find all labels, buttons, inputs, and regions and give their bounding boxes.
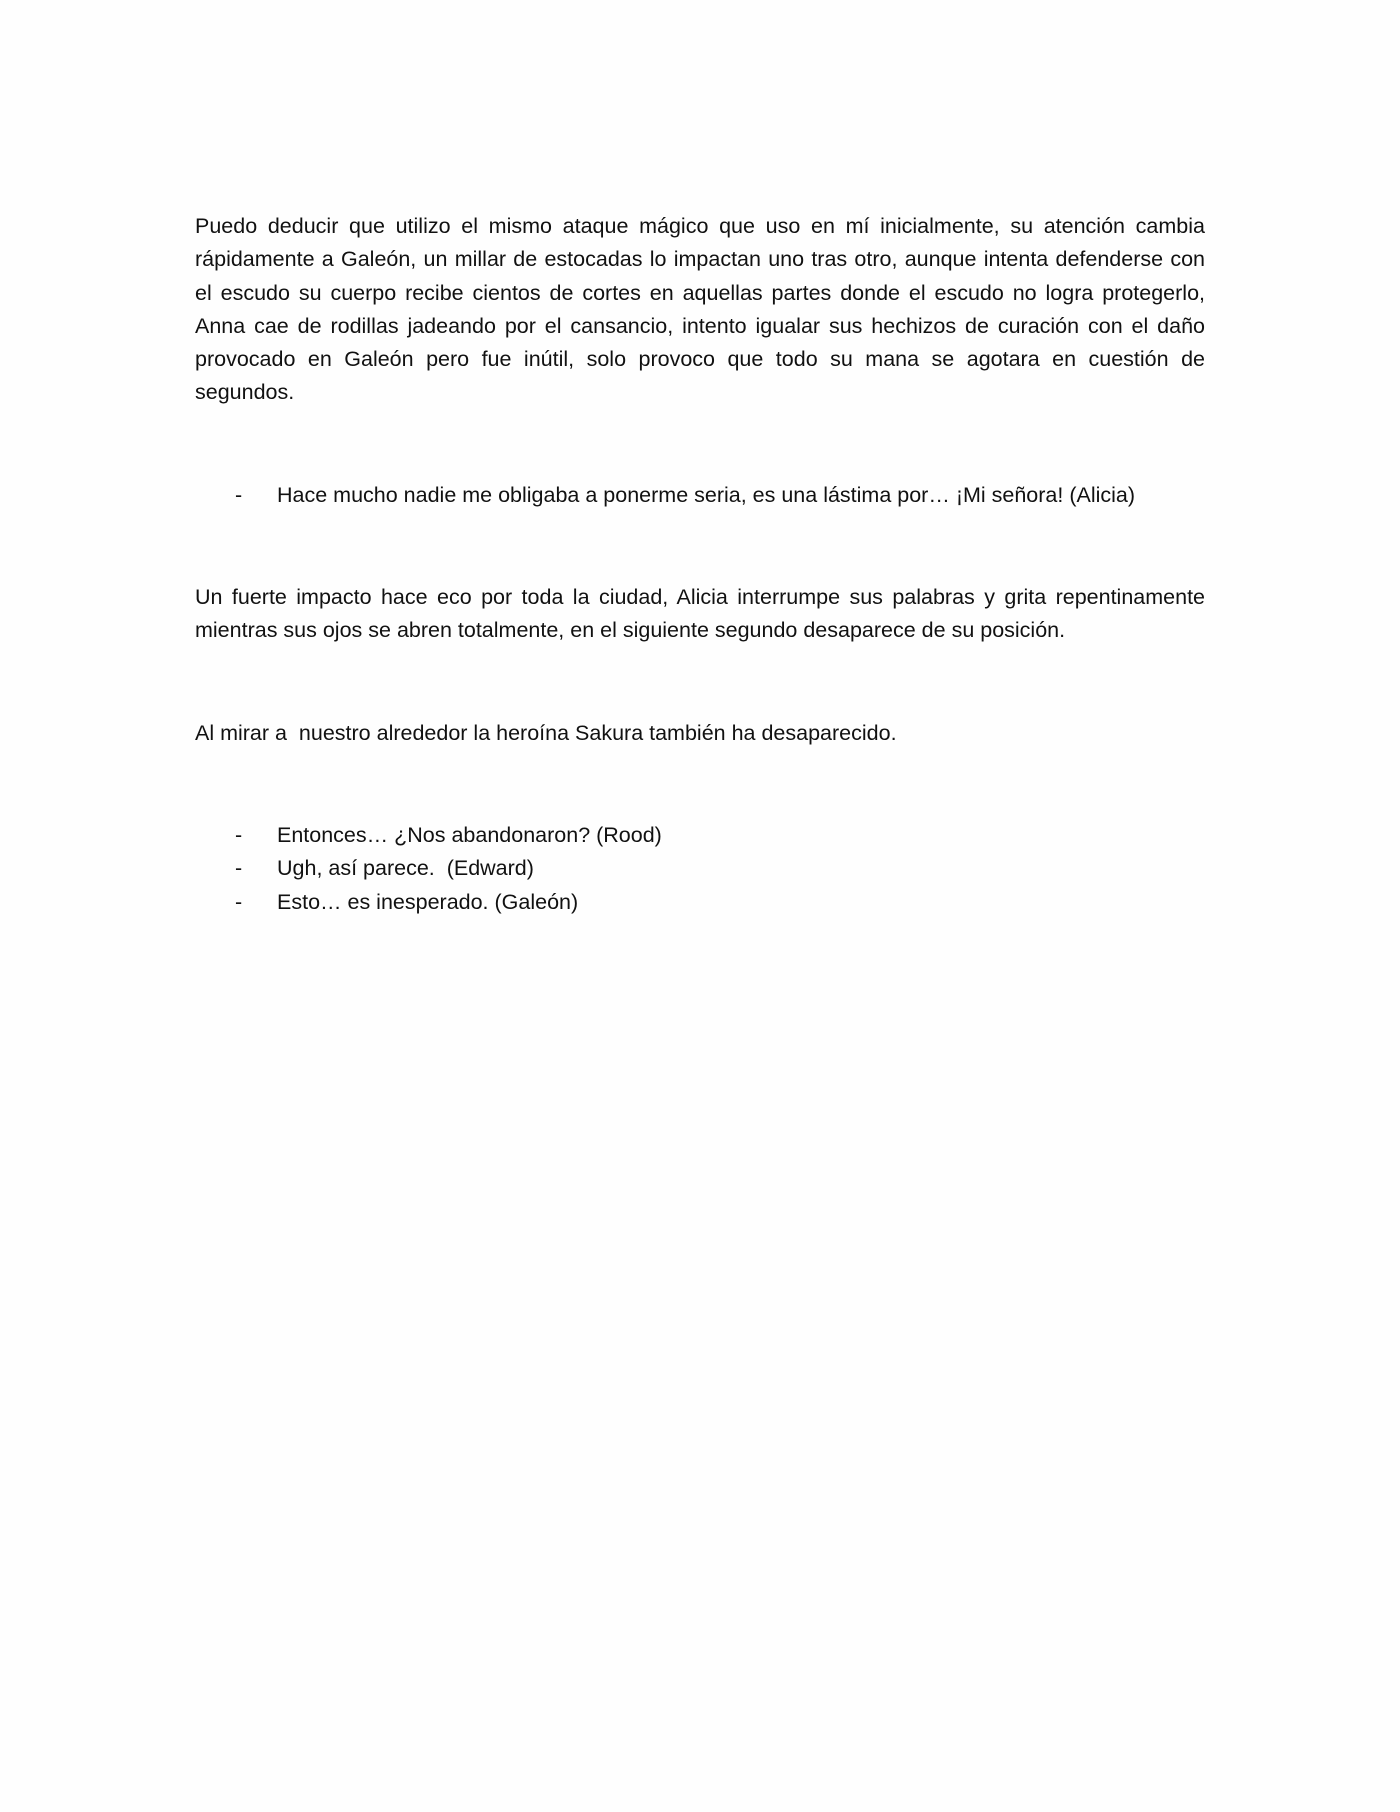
paragraph-impact: Un fuerte impacto hace eco por toda la ciudad, Alicia interrumpe sus palabras y grita repentinamente mientras sus ojos se abren totalmente, en el siguiente segundo desaparece de su posición. [195, 585, 1205, 643]
dialog-dash: - [235, 482, 243, 507]
dialog-text: Hace mucho nadie me obligaba a ponerme seria, es una lástima por… ¡Mi señora! (Alicia) [277, 482, 1136, 507]
paragraph-sakura: Al mirar a nuestro alrededor la heroína Sakura también ha desaparecido. [195, 720, 897, 745]
dialog-dash: - [235, 856, 243, 881]
dialog-line [195, 886, 1205, 919]
paragraph-attack: Puedo deducir que utilizo el mismo ataque mágico que uso en mí inicialmente, su atención cambia rápidamente a Galeón, un millar de estocadas lo impactan uno tras otro, aunque intenta defenderse con el escudo su cuerpo recibe cientos de cortes en aquellas partes donde el escudo no logra protegerlo, Anna cae de rodillas jadeando por el cansancio, intento igualar sus hechizos de curación con el daño provocado en Galeón pero fue inútil, solo provoco que todo su mana se agotara en cuestión de segundos. [195, 214, 1205, 405]
dialog-line [195, 852, 1205, 885]
dialog-list-group [195, 819, 1205, 919]
dialog-text: Ugh, así parece. (Edward) [277, 856, 534, 881]
dialog-line [195, 819, 1205, 852]
dialog-dash: - [235, 889, 243, 914]
document-page [195, 210, 1205, 919]
dialog-line [195, 479, 1205, 512]
dialog-text: Esto… es inesperado. (Galeón) [277, 889, 579, 914]
dialog-text: Entonces… ¿Nos abandonaron? (Rood) [277, 822, 662, 847]
dialog-list-alicia [195, 479, 1205, 512]
dialog-dash: - [235, 822, 243, 847]
